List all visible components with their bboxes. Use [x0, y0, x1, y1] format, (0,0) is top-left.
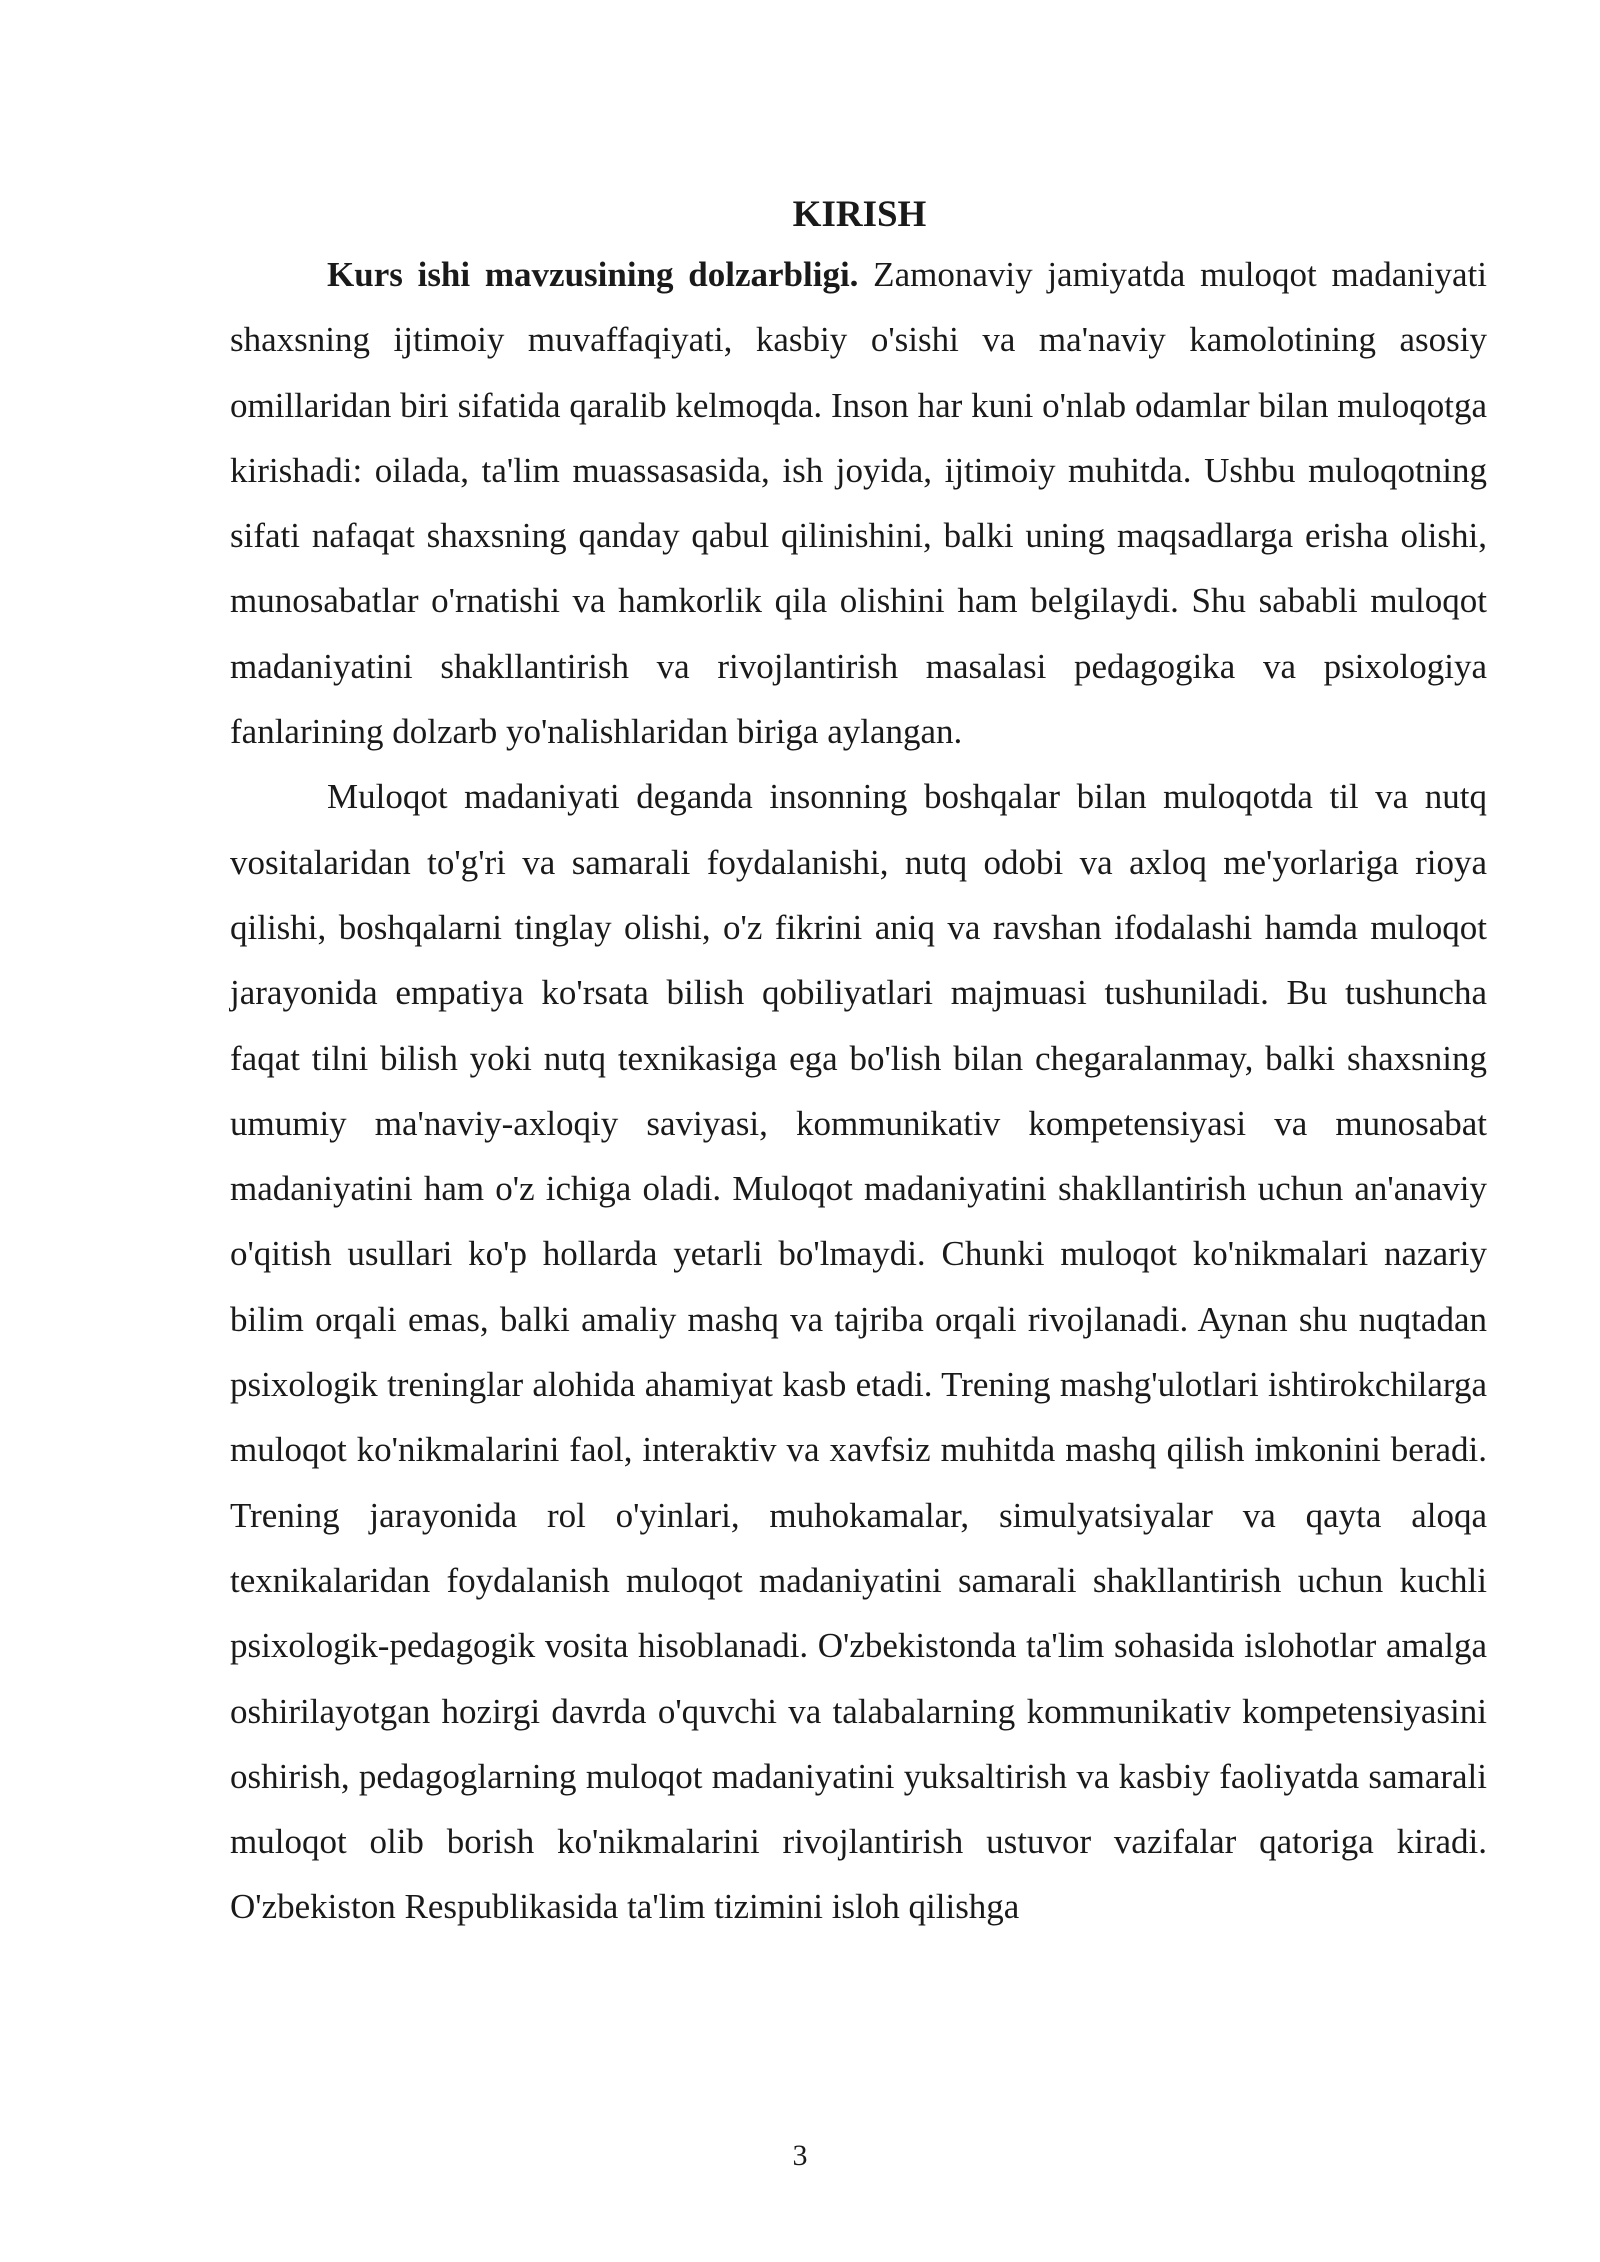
paragraph-text: Zamonaviy jamiyatda muloqot madaniyati shaxsning ijtimoiy muvaffaqiyati, kasbiy o'sishi va ma'naviy kamolotining asosiy omillaridan biri sifatida qaralib kelmoqda. Inson har kuni o'nlab odamlar bilan muloqotga kirishadi: oilada, ta'lim muassasasida, ish joyida, ijtimoiy muhitda. Ushbu muloqotning sifati nafaqat shaxsning qanday qabul qilinishini, balki uning maqsadlarga erisha olishi, munosabatlar o'rnatishi va hamkorlik qila olishini ham belgilaydi. Shu sababli muloqot madaniyatini shakllantirish va rivojlantirish masalasi pedagogika va psixologiya fanlarining dolzarb yo'nalishlaridan biriga aylangan. — [230, 255, 1487, 752]
paragraph-relevance — [230, 242, 1487, 764]
paragraph-definition — [230, 764, 1487, 1939]
page-content — [230, 188, 1487, 1940]
paragraph-text: Muloqot madaniyati deganda insonning boshqalar bilan muloqotda til va nutq vositalaridan to'g'ri va samarali foydalanishi, nutq odobi va axloq me'yorlariga rioya qilishi, boshqalarni tinglay olishi, o'z fikrini aniq va ravshan ifodalashi hamda muloqot jarayonida empatiya ko'rsata bilish qobiliyatlari majmuasi tushuniladi. Bu tushuncha faqat tilni bilish yoki nutq texnikasiga ega bo'lish bilan chegaralanmay, balki shaxsning umumiy ma'naviy-axloqiy saviyasi, kommunikativ kompetensiyasi va munosabat madaniyatini ham o'z ichiga oladi. Muloqot madaniyatini shakllantirish uchun an'anaviy o'qitish usullari ko'p hollarda yetarli bo'lmaydi. Chunki muloqot ko'nikmalari nazariy bilim orqali emas, balki amaliy mashq va tajriba orqali rivojlanadi. Aynan shu nuqtadan psixologik treninglar alohida ahamiyat kasb etadi. Trening mashg'ulotlari ishtirokchilarga muloqot ko'nikmalarini faol, interaktiv va xavfsiz muhitda mashq qilish imkonini beradi. Trening jarayonida rol o'yinlari, muhokamalar, simulyatsiyalar va qayta aloqa texnikalaridan foydalanish muloqot madaniyatini samarali shakllantirish uchun kuchli psixologik-pedagogik vosita hisoblanadi. O'zbekistonda ta'lim sohasida islohotlar amalga oshirilayotgan hozirgi davrda o'quvchi va talabalarning kommunikativ kompetensiyasini oshirish, pedagoglarning muloqot madaniyatini yuksaltirish va kasbiy faoliyatda samarali muloqot olib borish ko'nikmalarini rivojlantirish ustuvor vazifalar qatoriga kiradi. O'zbekiston Respublikasida ta'lim tizimini isloh qilishga — [230, 777, 1487, 1927]
section-heading: KIRISH — [792, 194, 927, 235]
paragraph-lead: Kurs ishi mavzusining dolzarbligi. — [327, 255, 859, 294]
page-number: 3 — [792, 2139, 808, 2172]
